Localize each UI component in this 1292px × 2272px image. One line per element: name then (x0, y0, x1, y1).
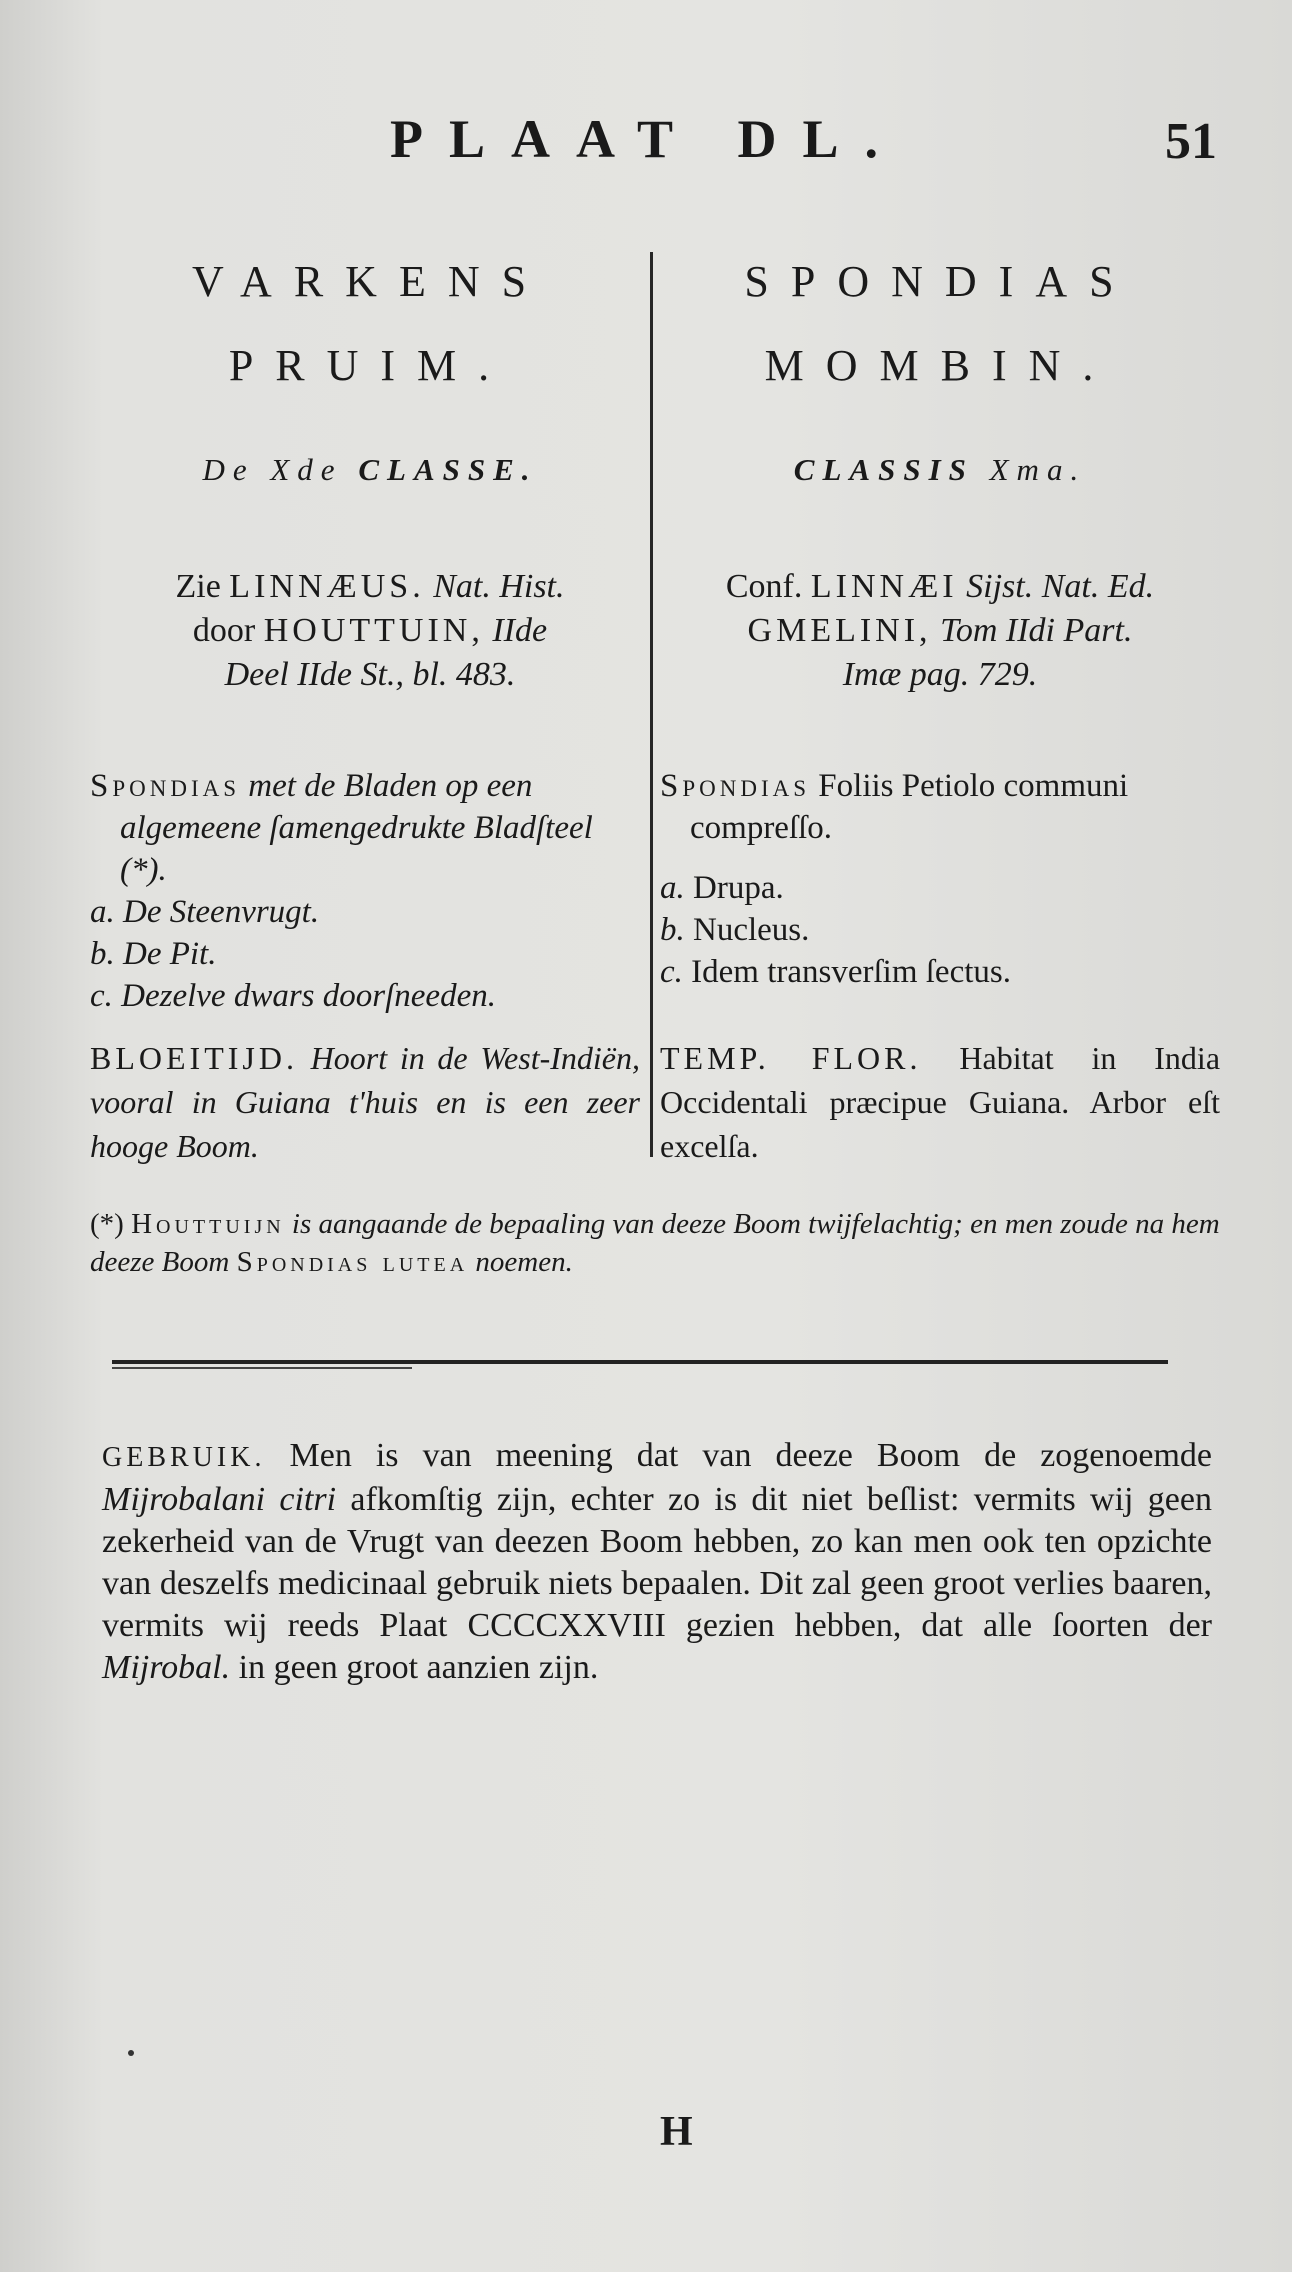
right-name-line1: SPONDIAS (744, 257, 1136, 306)
left-bloei-label: BLOEITIJD. (90, 1040, 298, 1076)
right-ref-work: Sijst. Nat. Ed. (966, 568, 1155, 605)
right-temp-flor (660, 1036, 1220, 1168)
right-class-number: Xma. (989, 452, 1087, 487)
left-item-b: b. De Pit. (90, 936, 217, 972)
left-item-a: a. De Steenvrugt. (90, 894, 320, 930)
left-class-number: Xde (270, 452, 343, 487)
page-number: 51 (1165, 113, 1217, 170)
left-ref-work: Nat. Hist. (433, 568, 565, 605)
left-ref-author: LINNÆUS. (229, 568, 425, 605)
right-reference (660, 565, 1220, 697)
right-desc-text: Foliis Petiolo communi compreſſo. (690, 768, 1129, 846)
right-desc-lead: Spondias (660, 768, 811, 804)
gebruik-italic-b: Mijrobal. (102, 1649, 231, 1686)
left-name-line1: VARKENS (191, 257, 549, 306)
right-flor-text: Habitat in India Occidentali præcipue Guiana. Arbor eſt excelſa. (660, 1040, 1221, 1164)
right-ref-part: Tom IIdi Part. (940, 612, 1133, 649)
ink-dot (128, 2050, 134, 2056)
right-latin-name (660, 240, 1220, 408)
left-ref-zie: Zie (175, 568, 221, 605)
right-item-b-letter: b. (660, 912, 685, 948)
right-ref-author: LINNÆI (810, 568, 958, 605)
left-desc-text: met de Bladen op een algemeene ſamengedrukte Bladſteel (*). (120, 768, 593, 888)
footnote-text-a: is aangaande de bepaaling van deeze Boom twijfelachtig; en men zoude na hem deeze Boom (90, 1208, 1220, 1278)
right-item-a: Drupa. (693, 870, 784, 906)
right-item-c-letter: c. (660, 954, 683, 990)
left-bloeitijd (90, 1036, 640, 1168)
right-ref-conf: Conf. (725, 568, 803, 605)
left-desc-lead: Spondias (90, 768, 241, 804)
left-ref-volume: Deel IIde St., bl. 483. (224, 656, 516, 693)
right-ref-page: Imæ pag. 729. (842, 656, 1038, 693)
left-description (90, 765, 640, 1017)
plate-title: PLAAT DL. (390, 109, 905, 169)
right-flor-label: TEMP. FLOR. (660, 1040, 922, 1076)
footnote (90, 1205, 1220, 1281)
right-item-c: Idem transverſim ſectus. (691, 954, 1011, 990)
right-name-line2: MOMBIN. (764, 341, 1116, 390)
right-class-heading (660, 452, 1220, 488)
right-ref-editor: GMELINI, (747, 612, 932, 649)
right-description (660, 765, 1220, 993)
gebruik-paragraph (102, 1435, 1212, 1689)
left-bloei-text: Hoort in de West-Indiën, vooral in Guiana t'huis en is een zeer hooge Boom. (90, 1040, 640, 1164)
footnote-name: Houttuijn (131, 1208, 285, 1240)
left-class-word: CLASSE. (358, 452, 538, 487)
left-ref-door: door (192, 612, 256, 649)
right-item-a-letter: a. (660, 870, 685, 906)
section-rule-underline (112, 1367, 412, 1369)
left-class-pre: De (202, 452, 255, 487)
footnote-species: Spondias lutea (236, 1246, 469, 1278)
left-name-line2: PRUIM. (228, 341, 512, 390)
footnote-text-b: noemen. (475, 1246, 573, 1278)
left-item-c: c. Dezelve dwars doorſneeden. (90, 978, 496, 1014)
column-divider (650, 252, 653, 1157)
gebruik-text-a: Men is van meening dat van deeze Boom de zogenoemde (289, 1437, 1213, 1474)
gebruik-italic-a: Mijrobalani citri (102, 1481, 337, 1518)
left-ref-translator: HOUTTUIN, (263, 612, 484, 649)
section-rule (112, 1360, 1168, 1364)
left-common-name (90, 240, 650, 408)
signature-mark: H (660, 2109, 693, 2155)
left-reference (90, 565, 650, 697)
gebruik-text-b: afkomſtig zijn, echter zo is dit niet beſlist: vermits wij geen zekerheid van de Vrugt van deezen Boom hebben, zo kan men ook ten opzichte van deszelfs medicinaal gebruik niets bepaalen. Dit zal geen groot verlies baaren, vermits wij reeds Plaat CCCCXXVIII gezien hebben, dat alle ſoorten der (102, 1481, 1212, 1644)
gebruik-text-c: in geen groot aanzien zijn. (238, 1649, 599, 1686)
footnote-mark: (*) (90, 1208, 124, 1240)
right-item-b: Nucleus. (693, 912, 810, 948)
right-class-word: CLASSIS (793, 452, 974, 487)
left-ref-part: IIde (492, 612, 548, 649)
gebruik-label: GEBRUIK. (102, 1442, 266, 1473)
left-class-heading (90, 452, 650, 488)
